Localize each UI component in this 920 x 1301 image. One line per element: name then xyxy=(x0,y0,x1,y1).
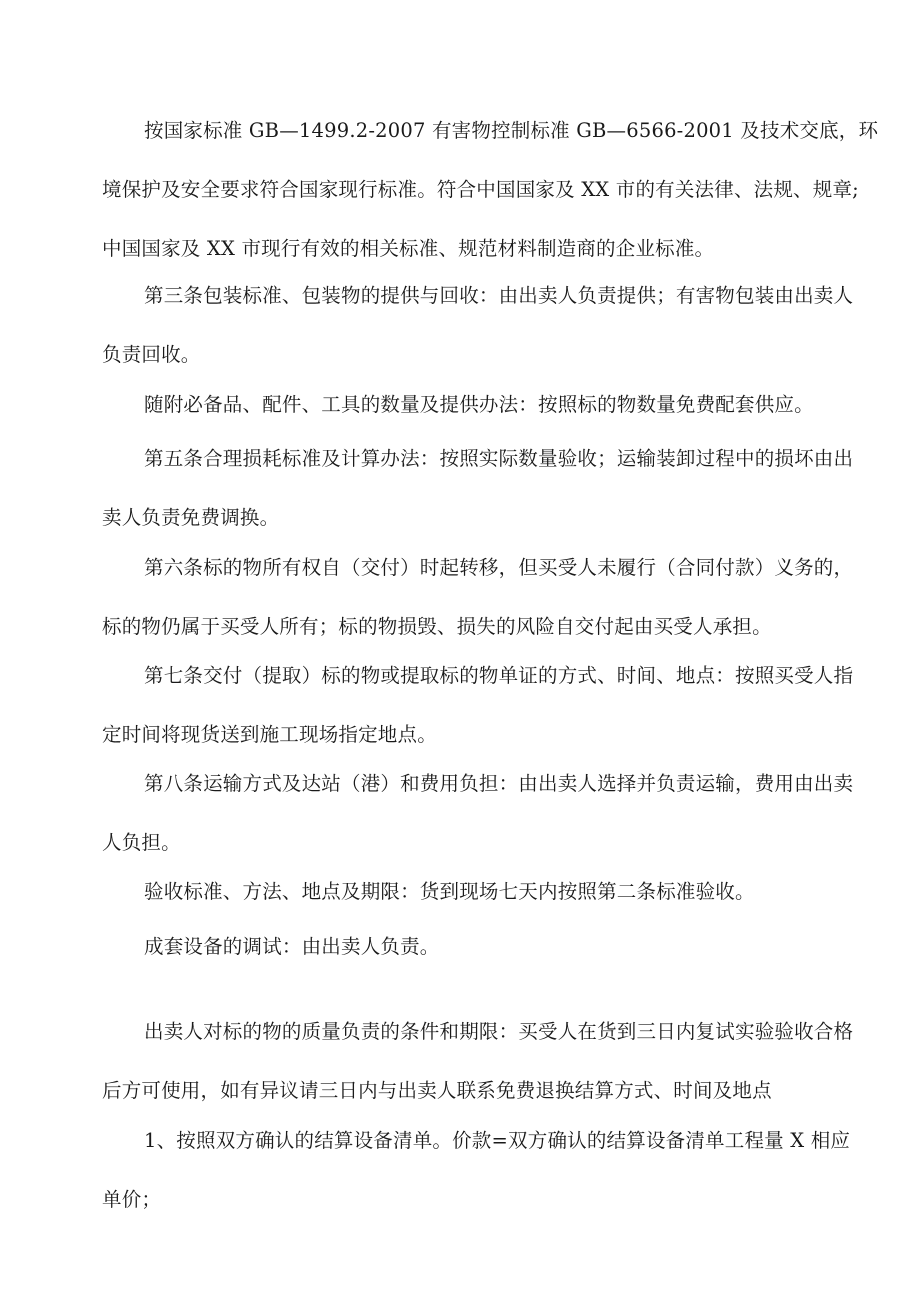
paragraph-quality xyxy=(102,1002,862,1120)
text-line: 第七条交付（提取）标的物或提取标的物单证的方式、时间、地点：按照买受人指 xyxy=(144,664,854,687)
text-line: 第三条包装标准、包装物的提供与回收：由出卖人负责提供；有害物包装由出卖人 xyxy=(144,284,854,307)
text-line: 境保护及安全要求符合国家现行标准。符合中国国家及 XX 市的有关法律、法规、规章; xyxy=(102,178,859,201)
text-line: 第六条标的物所有权自（交付）时起转移，但买受人未履行（合同付款）义务的， xyxy=(144,556,854,579)
text-line: 标的物仍属于买受人所有；标的物损毁、损失的风险自交付起由买受人承担。 xyxy=(102,615,772,638)
paragraph-article-7 xyxy=(102,646,862,764)
text-line: 按国家标准 GB—1499.2-2007 有害物控制标准 GB—6566-2001 及技术交底，环 xyxy=(144,119,879,142)
text-line: 验收标准、方法、地点及期限：货到现场七天内按照第二条标准验收。 xyxy=(144,880,755,903)
text-line: 1、按照双方确认的结算设备清单。价款=双方确认的结算设备清单工程量 X 相应 xyxy=(144,1129,851,1152)
paragraph-accessories xyxy=(102,375,862,434)
paragraph-settlement-1 xyxy=(102,1111,862,1229)
paragraph-inspection xyxy=(102,862,862,921)
text-line: 单价； xyxy=(102,1188,162,1211)
paragraph-commissioning xyxy=(102,917,862,976)
text-line: 随附必备品、配件、工具的数量及提供办法：按照标的物数量免费配套供应。 xyxy=(144,393,814,416)
paragraph-article-6 xyxy=(102,538,862,656)
text-line: 人负担。 xyxy=(102,831,181,854)
paragraph-standards xyxy=(102,101,879,278)
text-line: 出卖人对标的物的质量负责的条件和期限：买受人在货到三日内复试实验验收合格 xyxy=(144,1020,854,1043)
text-line: 第五条合理损耗标准及计算办法：按照实际数量验收；运输装卸过程中的损坏由出 xyxy=(144,447,854,470)
text-line: 成套设备的调试：由出卖人负责。 xyxy=(144,935,440,958)
text-line: 负责回收。 xyxy=(102,343,201,366)
text-line: 第八条运输方式及达站（港）和费用负担：由出卖人选择并负责运输，费用由出卖 xyxy=(144,772,854,795)
text-line: 中国国家及 XX 市现行有效的相关标准、规范材料制造商的企业标准。 xyxy=(102,237,715,260)
paragraph-article-5 xyxy=(102,429,862,547)
text-line: 后方可使用，如有异议请三日内与出卖人联系免费退换结算方式、时间及地点 xyxy=(102,1079,772,1102)
text-line: 卖人负责免费调换。 xyxy=(102,506,280,529)
paragraph-article-3 xyxy=(102,266,862,384)
paragraph-article-8 xyxy=(102,754,862,872)
text-line: 定时间将现货送到施工现场指定地点。 xyxy=(102,723,437,746)
